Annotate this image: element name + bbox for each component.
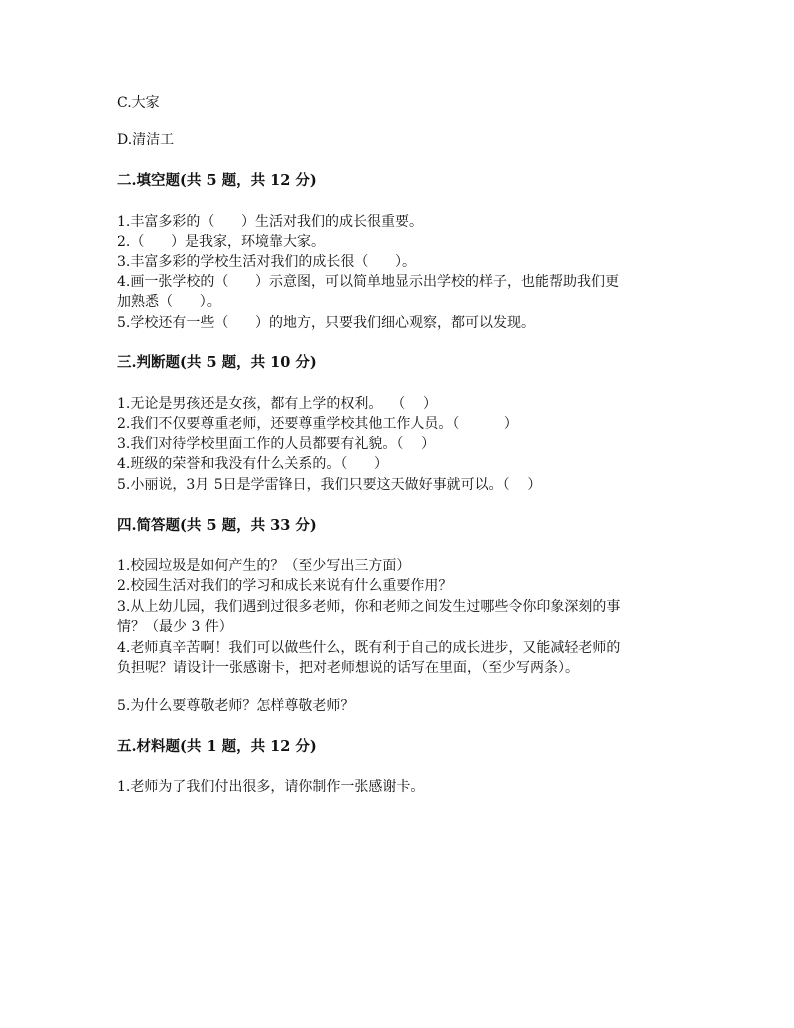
section-3-item: 2.我们不仅要尊重老师，还要尊重学校其他工作人员。（ ）: [117, 416, 518, 432]
section-2-item: 1.丰富多彩的（ ）生活对我们的成长很重要。: [117, 214, 424, 230]
section-3-item: 5.小丽说，3月 5日是学雷锋日，我们只要这天做好事就可以。（ ）: [117, 477, 542, 493]
section-3-title: 三.判断题(共 5 题，共 10 分): [117, 354, 317, 371]
section-2-title: 二.填空题(共 5 题，共 12 分): [117, 172, 317, 189]
section-3-item: 4.班级的荣誉和我没有什么关系的。（ ）: [117, 456, 389, 472]
section-3-item: 1.无论是男孩还是女孩，都有上学的权利。 （ ）: [117, 396, 438, 412]
section-4-item: 5.为什么要尊敬老师？怎样尊敬老师？: [117, 698, 355, 714]
section-4-item: 4.老师真辛苦啊！我们可以做些什么，既有利于自己的成长进步，又能减轻老师的: [117, 640, 621, 656]
section-2-item: 4.画一张学校的（ ）示意图，可以简单地显示出学校的样子，也能帮助我们更: [117, 274, 620, 290]
section-2-item-continued: 加熟悉（ ）。: [117, 294, 221, 310]
option-d: D.清洁工: [117, 132, 175, 148]
section-3-item: 3.我们对待学校里面工作的人员都要有礼貌。（ ）: [117, 436, 436, 452]
section-4-item-continued: 负担呢？请设计一张感谢卡，把对老师想说的话写在里面，（至少写两条）。: [117, 660, 579, 676]
section-2-item: 2.（ ）是我家，环境靠大家。: [117, 234, 326, 250]
option-c: C.大家: [117, 95, 160, 111]
section-5-title: 五.材料题(共 1 题，共 12 分): [117, 738, 317, 755]
section-2-item: 5.学校还有一些（ ）的地方，只要我们细心观察，都可以发现。: [117, 315, 536, 331]
section-4-item: 3.从上幼儿园，我们遇到过很多老师，你和老师之间发生过哪些令你印象深刻的事: [117, 599, 621, 615]
section-5-item: 1.老师为了我们付出很多，请你制作一张感谢卡。: [117, 779, 425, 795]
section-2-item: 3.丰富多彩的学校生活对我们的成长很（ ）。: [117, 254, 417, 270]
section-4-item-continued: 情？（最少 3 件）: [117, 619, 233, 635]
section-4-title: 四.简答题(共 5 题，共 33 分): [117, 517, 317, 534]
section-4-item: 1.校园垃圾是如何产生的？（至少写出三方面）: [117, 558, 411, 574]
section-4-item: 2.校园生活对我们的学习和成长来说有什么重要作用？: [117, 578, 453, 594]
